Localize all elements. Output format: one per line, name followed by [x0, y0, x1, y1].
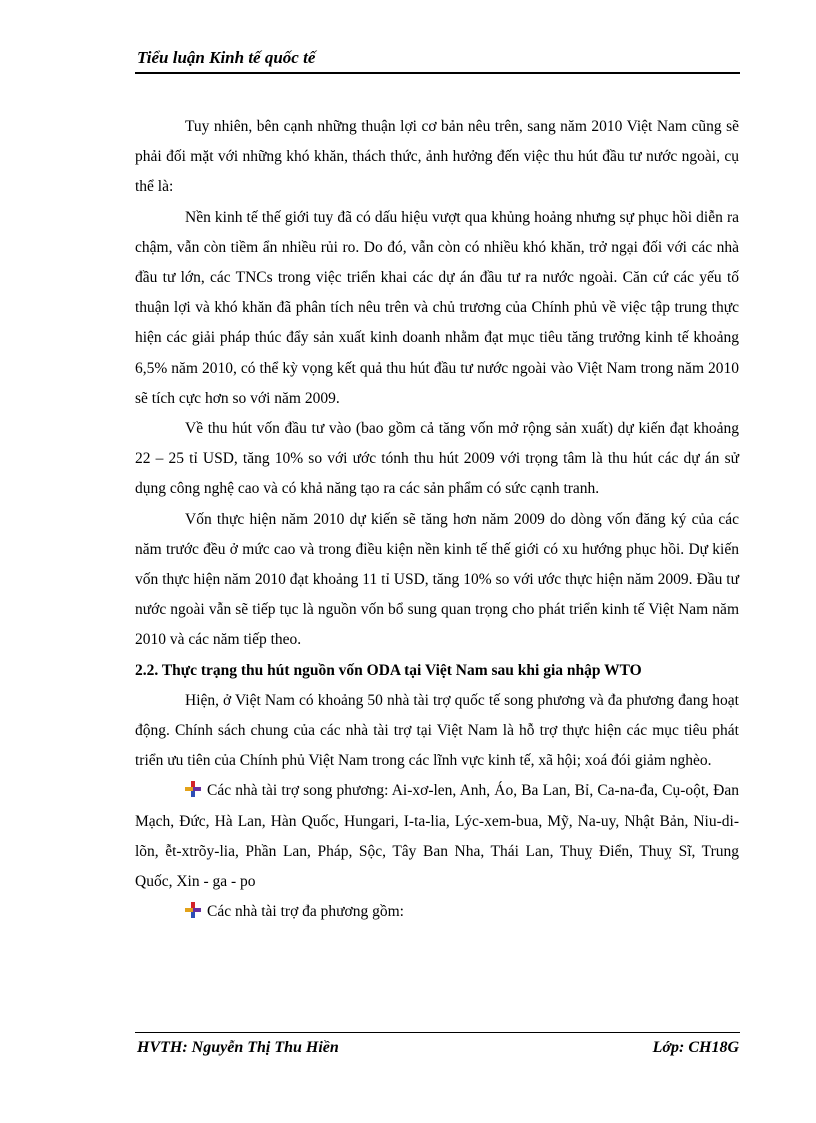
- header-divider: [135, 72, 740, 74]
- bullet-item-multilateral: [135, 897, 739, 927]
- bullet-text-multilateral: Các nhà tài trợ đa phương gồm:: [207, 903, 404, 921]
- bullet-item-bilateral: [135, 776, 739, 897]
- bullet-cross-icon: [185, 902, 201, 918]
- paragraph-4: Vốn thực hiện năm 2010 dự kiến sẽ tăng hơn năm 2009 do dòng vốn đăng ký của các năm trước đều ở mức cao và trong điều kiện nền kinh tế thế giới có xu hướng phục hồi. Dự kiến vốn thực hiện năm 2010 đạt khoảng 11 tỉ USD, tăng 10% so với ước thực hiện năm 2009. Đầu tư nước ngoài vẫn sẽ tiếp tục là nguồn vốn bổ sung quan trọng cho phát triển kinh tế Việt Nam năm 2010 và các năm tiếp theo.: [135, 510, 739, 649]
- header-title: Tiểu luận Kinh tế quốc tế: [137, 48, 316, 67]
- paragraph-5: Hiện, ở Việt Nam có khoảng 50 nhà tài trợ quốc tế song phương và đa phương đang hoạt động. Chính sách chung của các nhà tài trợ tại Việt Nam là hỗ trợ thực hiện các mục tiêu phát triển ưu tiên của Chính phủ Việt Nam trong các lĩnh vực kinh tế, xã hội; xoá đói giảm nghèo.: [135, 691, 739, 770]
- paragraph-3: Về thu hút vốn đầu tư vào (bao gồm cả tăng vốn mở rộng sản xuất) dự kiến đạt khoảng 22 – 25 tỉ USD, tăng 10% so với ước tónh thu hút 2009 với trọng tâm là thu hút các dự án sử dụng công nghệ cao và có khả năng tạo ra các sản phẩm có sức cạnh tranh.: [135, 420, 739, 498]
- footer-divider: [135, 1032, 740, 1033]
- bullet-text-bilateral: Các nhà tài trợ song phương: Ai-xơ-len, Anh, Áo, Ba Lan, Bỉ, Ca-na-đa, Cụ-oột, Đan Mạch, Đức, Hà Lan, Hàn Quốc, Hungari, I-ta-lia, Lýc-xem-bua, Mỹ, Na-uy, Nhật Bản, Niu-di-lõn, ễt-xtrõy-lia, Phần Lan, Pháp, Sộc, Tây Ban Nha, Thái Lan, Thuỵ Điển, Thuỵ Sĩ, Trung Quốc, Xin - ga - po: [135, 782, 739, 891]
- footer-class: Lớp: CH18G: [652, 1039, 739, 1056]
- bullet-cross-icon: [185, 781, 201, 797]
- footer-author: HVTH: Nguyễn Thị Thu Hiền: [137, 1039, 339, 1056]
- section-heading: 2.2. Thực trạng thu hút nguồn vốn ODA tại Việt Nam sau khi gia nhập WTO: [135, 661, 642, 679]
- document-body: [135, 112, 739, 927]
- paragraph-2: Nền kinh tế thế giới tuy đã có dấu hiệu vượt qua khủng hoảng nhưng sự phục hồi diễn ra chậm, vẫn còn tiềm ẩn nhiều rủi ro. Do đó, vẫn còn có nhiều khó khăn, trở ngại đối với các nhà đầu tư lớn, các TNCs trong việc triển khai các dự án đầu tư ra nước ngoài. Căn cứ các yếu tố thuận lợi và khó khăn đã phân tích nêu trên và chủ trương của Chính phủ về việc tập trung thực hiện các giải pháp thúc đẩy sản xuất kinh doanh nhằm đạt mục tiêu tăng trưởng kinh tế khoảng 6,5% năm 2010, có thể kỳ vọng kết quả thu hút đầu tư nước ngoài vào Việt Nam trong năm 2010 sẽ tích cực hơn so với năm 2009.: [135, 208, 739, 407]
- paragraph-1: Tuy nhiên, bên cạnh những thuận lợi cơ bản nêu trên, sang năm 2010 Việt Nam cũng sẽ phải đối mặt với những khó khăn, thách thức, ảnh hưởng đến việc thu hút đầu tư nước ngoài, cụ thể là:: [135, 118, 739, 196]
